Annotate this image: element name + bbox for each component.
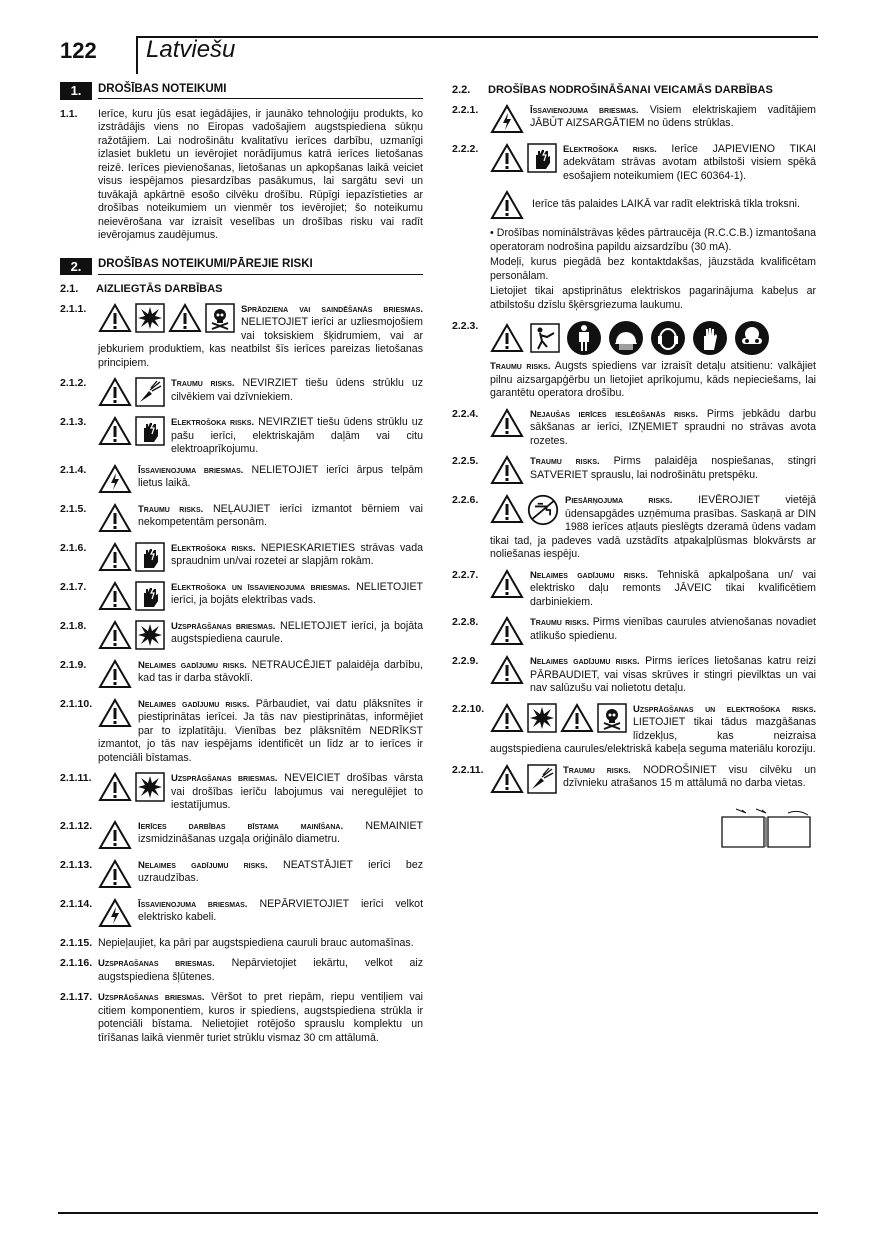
item-2-1-14: 2.1.14. Īssavienojuma briesmas. NEPĀRVIETOJIET ierīci velkot elektrisko kabeli. xyxy=(60,898,423,930)
electric-hand-icon xyxy=(135,581,165,611)
ear-protection-icon xyxy=(650,320,686,356)
item-2-1-5: 2.1.5. Traumu risks. NEĻAUJIET ierīci izmantot bērniem vai nekompetentām personām. xyxy=(60,503,423,535)
warning-icon xyxy=(98,698,132,728)
plug-note: Modeļi, kurus piegādā bez kontaktdakšas, jāuzstāda kvalificētam personālam. xyxy=(490,256,816,282)
goggles-icon xyxy=(734,320,770,356)
item-2-1-8: 2.1.8. Uzsprāgšanas briesmas. NELIETOJIET ierīci, ja bojāta augstspiediena caurule. xyxy=(60,620,423,652)
item-2-1-15: 2.1.15. Nepieļaujiet, ka pāri par augstspiediena cauruli brauc automašīnas. xyxy=(60,936,414,949)
read-manual-icon xyxy=(716,803,816,854)
footer-rule xyxy=(58,1212,818,1214)
item-2-2-1: 2.2.1. Īssavienojuma briesmas. Visiem elektriskajiem vadītājiem JĀBŪT AIZSARGĀTIEM no ūdens strūklas. xyxy=(452,104,816,136)
warning-icon xyxy=(490,323,524,353)
warning-icon xyxy=(98,859,132,889)
section-2-heading xyxy=(60,258,423,276)
subsection-2-2-heading: 2.2. DROŠĪBAS NODROŠINĀŠANAI VEICAMĀS DARBĪBAS xyxy=(452,84,773,96)
warning-icon xyxy=(490,143,524,173)
item-2-1-4: 2.1.4. Īssavienojuma briesmas. NELIETOJIET ierīci ārpus telpām lietus laikā. xyxy=(60,464,423,496)
warning-icon xyxy=(98,659,132,689)
warning-icon xyxy=(98,503,132,533)
item-2-1-1: 2.1.1. Sprādziena vai saindēšanās briesmas. NELIETOJIET ierīci ar uzliesmojošiem vai toksiskiem šķidrumiem, vai ar jebkuriem produktiem, kas neatbilst šīs ierīces pareizas lietošanas principiem. xyxy=(60,302,423,369)
section-title: DROŠĪBAS NOTEIKUMI xyxy=(98,83,423,100)
item-2-1-16: 2.1.16. Uzsprāgšanas briesmas. Nepārvietojiet iekārtu, velkot aiz augstspiediena šļūtenes. xyxy=(60,957,423,983)
electric-hazard-icon xyxy=(98,898,132,928)
warning-icon xyxy=(490,764,524,794)
warning-icon xyxy=(490,616,524,646)
item-2-1-10: 2.1.10. Nelaimes gadījumu risks. Pārbaudiet, vai datu plāksnītes ir piestiprinātas ierīcei. Ja tās nav piestiprinātas, informējiet par to izplatītāju. Vienības bez plāksnītēm NEDRĪKST izmantot, jo tās nav iespējams identificēt un līdz ar to ierīces ir potenciāli bīstamas. xyxy=(60,697,423,764)
item-2-2-6: 2.2.6. Piesārņojuma risks. IEVĒROJIET vietējā ūdensapgādes uzņēmuma prasības. Saskaņā ar DIN 1988 ierīces atļauts pieslēgts dzeramā ūdens vadam tikai tad, ja padeves vadā uzstādīts atpakaļplūsmas blokvārsts ar noliešanas iespēju. xyxy=(452,494,816,560)
language-title: Latviešu xyxy=(146,36,236,63)
section-number: 2. xyxy=(60,258,92,276)
item-2-1-7: 2.1.7. Elektrošoka un īssavienojuma briesmas. NELIETOJIET ierīci, ja bojāts elektrības vads. xyxy=(60,581,423,613)
warning-icon xyxy=(98,303,132,333)
page-number: 122 xyxy=(60,38,97,63)
warning-icon xyxy=(490,494,524,524)
warning-icon xyxy=(490,569,524,599)
warning-icon xyxy=(98,542,132,572)
warning-icon xyxy=(490,408,524,438)
item-2-1-2: 2.1.2. Traumu risks. NEVIRZIET tiešu ūdens strūklu uz cilvēkiem vai dzīvniekiem. xyxy=(60,377,423,409)
left-column xyxy=(60,82,423,1052)
recoil-hazard-icon xyxy=(530,323,560,353)
spray-jet-icon xyxy=(135,377,165,407)
explosion-icon xyxy=(135,620,165,650)
item-2-2-11: 2.2.11. Traumu risks. NODROŠINIET visu cilvēku un dzīvnieku atrašanos 15 m attālumā no darba vietas. xyxy=(452,764,816,796)
header-divider xyxy=(136,36,138,74)
item-2-2-2-note: Ierīce tās palaides LAIKĀ var radīt elektriskā tīkla troksni. xyxy=(490,190,816,220)
warning-icon xyxy=(98,820,132,850)
right-column xyxy=(452,82,816,853)
item-2-2-4: 2.2.4. Nejaušas ierīces ieslēgšanās risks. Pirms jebkādu darbu sākšanas ar ierīci, IZŅEMIET spraudni no strāvas avota rozetes. xyxy=(452,407,817,447)
explosion-icon xyxy=(135,772,165,802)
poison-skull-icon xyxy=(205,303,235,333)
item-2-1-6: 2.1.6. Elektrošoka risks. NEPIESKARIETIES strāvas vada spraudnim un/vai rozetei ar slapjām rokām. xyxy=(60,542,423,574)
protective-suit-icon xyxy=(566,320,602,356)
page-header xyxy=(58,32,818,76)
item-2-1-9: 2.1.9. Nelaimes gadījumu risks. NETRAUCĒJIET palaidēja darbību, kad tas ir darba stāvoklī. xyxy=(60,659,423,691)
warning-icon xyxy=(490,190,524,220)
electric-hand-icon xyxy=(135,542,165,572)
item-1-1 xyxy=(60,108,423,243)
gloves-icon xyxy=(692,320,728,356)
warning-icon xyxy=(168,303,202,333)
subsection-2-1-heading: 2.1. AIZLIEGTĀS DARBĪBAS xyxy=(60,283,223,295)
warning-icon xyxy=(98,620,132,650)
item-text: Ierīce, kuru jūs esat iegādājies, ir jaunāko tehnoloģiju produkts, ko izstrādājis viens no Eiropas vadošajiem augstspiediena sūkņu ražotājiem. Lai nodrošinātu kvalitatīvu ierīces darbību, uzmanīgi izlasiet bukletu un ievērojiet norādījumus katrā ierīces lietošanas reizē. Ierīces pievienošanas, lietošanas un apkopšanas laikā veiciet visus iespējamos piesardzības pasākumus, lai sargātu sevi un tuvākajā apkārtnē esošo cilvēku drošību. Rūpīgi iepazīstieties ar drošības noteikumiem un vienmēr tos ievērojiet; šo noteikumu neievērošana var izraisīt veselības un drošības risku vai radīt ievērojamus zaudējumus. xyxy=(98,107,423,241)
item-2-2-3: 2.2.3. Traumu risks. Augsts spiediens var izraisīt detaļu atsitienu: valkājiet pilnu aizsargapģērbu un lietojiet aprīkojumu, kāds nepieciešams, lai garantētu operatora drošību. xyxy=(452,320,817,399)
item-2-2-7: 2.2.7. Nelaimes gadījumu risks. Tehniskā apkalpošana un/ vai elektrisko daļu remonts JĀVEIC tikai kvalificētiem darbiniekiem. xyxy=(452,568,817,608)
extension-note: Lietojiet tikai apstiprinātus elektriskos pagarinājuma kabeļus ar atbilstošu dzīslu šķērsgriezuma laukumu. xyxy=(490,285,816,311)
section-title: DROŠĪBAS NOTEIKUMI/PĀREJIE RISKI xyxy=(98,258,423,275)
spray-jet-icon xyxy=(527,764,557,794)
header-rule xyxy=(138,36,818,38)
warning-icon xyxy=(98,377,132,407)
electric-hand-icon xyxy=(527,143,557,173)
poison-skull-icon xyxy=(597,703,627,733)
warning-icon xyxy=(98,416,132,446)
item-2-2-5: 2.2.5. Traumu risks. Pirms palaidēja nospiešanas, stingri SATVERIET sprauslu, lai nodrošinātu pretspēku. xyxy=(452,455,816,487)
electric-hazard-icon xyxy=(98,464,132,494)
warning-icon xyxy=(490,455,524,485)
no-drinking-water-icon xyxy=(527,494,559,526)
explosion-icon xyxy=(135,303,165,333)
explosion-icon xyxy=(527,703,557,733)
item-2-1-12: 2.1.12. Ierīces darbības bīstama mainīšana. NEMAINIET izsmidzināšanas uzgaļa oriģinālo diametru. xyxy=(60,820,423,852)
item-number: 1.1. xyxy=(60,107,78,120)
section-number: 1. xyxy=(60,82,92,100)
electric-hazard-icon xyxy=(490,104,524,134)
warning-icon xyxy=(98,772,132,802)
item-2-1-11: 2.1.11. Uzsprāgšanas briesmas. NEVEICIET drošības vārsta vai drošības ierīču labojumus vai neregulējiet to iestatījumus. xyxy=(60,772,423,811)
warning-icon xyxy=(560,703,594,733)
warning-icon xyxy=(490,655,524,685)
item-2-1-3: 2.1.3. Elektrošoka risks. NEVIRZIET tiešu ūdens strūklu uz pašu ierīci, elektriskajām daļām vai citu elektroaprīkojumu. xyxy=(60,416,423,455)
section-1-heading xyxy=(60,82,423,100)
item-2-2-8: 2.2.8. Traumu risks. Pirms vienības caurules atvienošanas novadiet atlikušo spiedienu. xyxy=(452,616,816,648)
warning-icon xyxy=(98,581,132,611)
item-2-2-2: 2.2.2. Elektrošoka risks. Ierīce JAPIEVIENO TIKAI adekvātam strāvas avotam atbilstoši visiem spēkā esošajiem noteikumiem (IEC 60364-1). xyxy=(452,142,816,182)
item-2-1-13: 2.1.13. Nelaimes gadījumu risks. NEATSTĀJIET ierīci bez uzraudzības. xyxy=(60,859,423,891)
item-2-1-17: 2.1.17. Uzsprāgšanas briesmas. Vēršot to pret riepām, riepu ventiļiem vai citiem komponentiem, kuros ir spiediens, augstspiediena strūkla ir potenciāli bīstama. Nelietojiet rotējošo sprauslu komplektu un tīrīšanas laikā vienmēr turiet strūklu vismaz 30 cm attālumā. xyxy=(60,991,423,1044)
rccb-note: • Drošības nominālstrāvas ķēdes pārtraucēja (R.C.C.B.) izmantošana operatoram nodrošina papildu aizsardzību (30 mA). xyxy=(490,227,816,253)
electric-hand-icon xyxy=(135,416,165,446)
warning-icon xyxy=(490,703,524,733)
face-shield-icon xyxy=(608,320,644,356)
item-2-2-10: 2.2.10. Uzsprāgšanas un elektrošoka risks. LIETOJIET tikai tādus mazgāšanas līdzekļus, kas neizraisa augstspiediena caurules/elektriskā kabeļa seguma materiālu koroziju. xyxy=(452,702,816,755)
item-2-2-9: 2.2.9. Nelaimes gadījumu risks. Pirms ierīces lietošanas katru reizi PĀRBAUDIET, vai visas skrūves ir stingri pievilktas un vai nav salūzušu vai nolietotu detaļu. xyxy=(452,655,816,694)
